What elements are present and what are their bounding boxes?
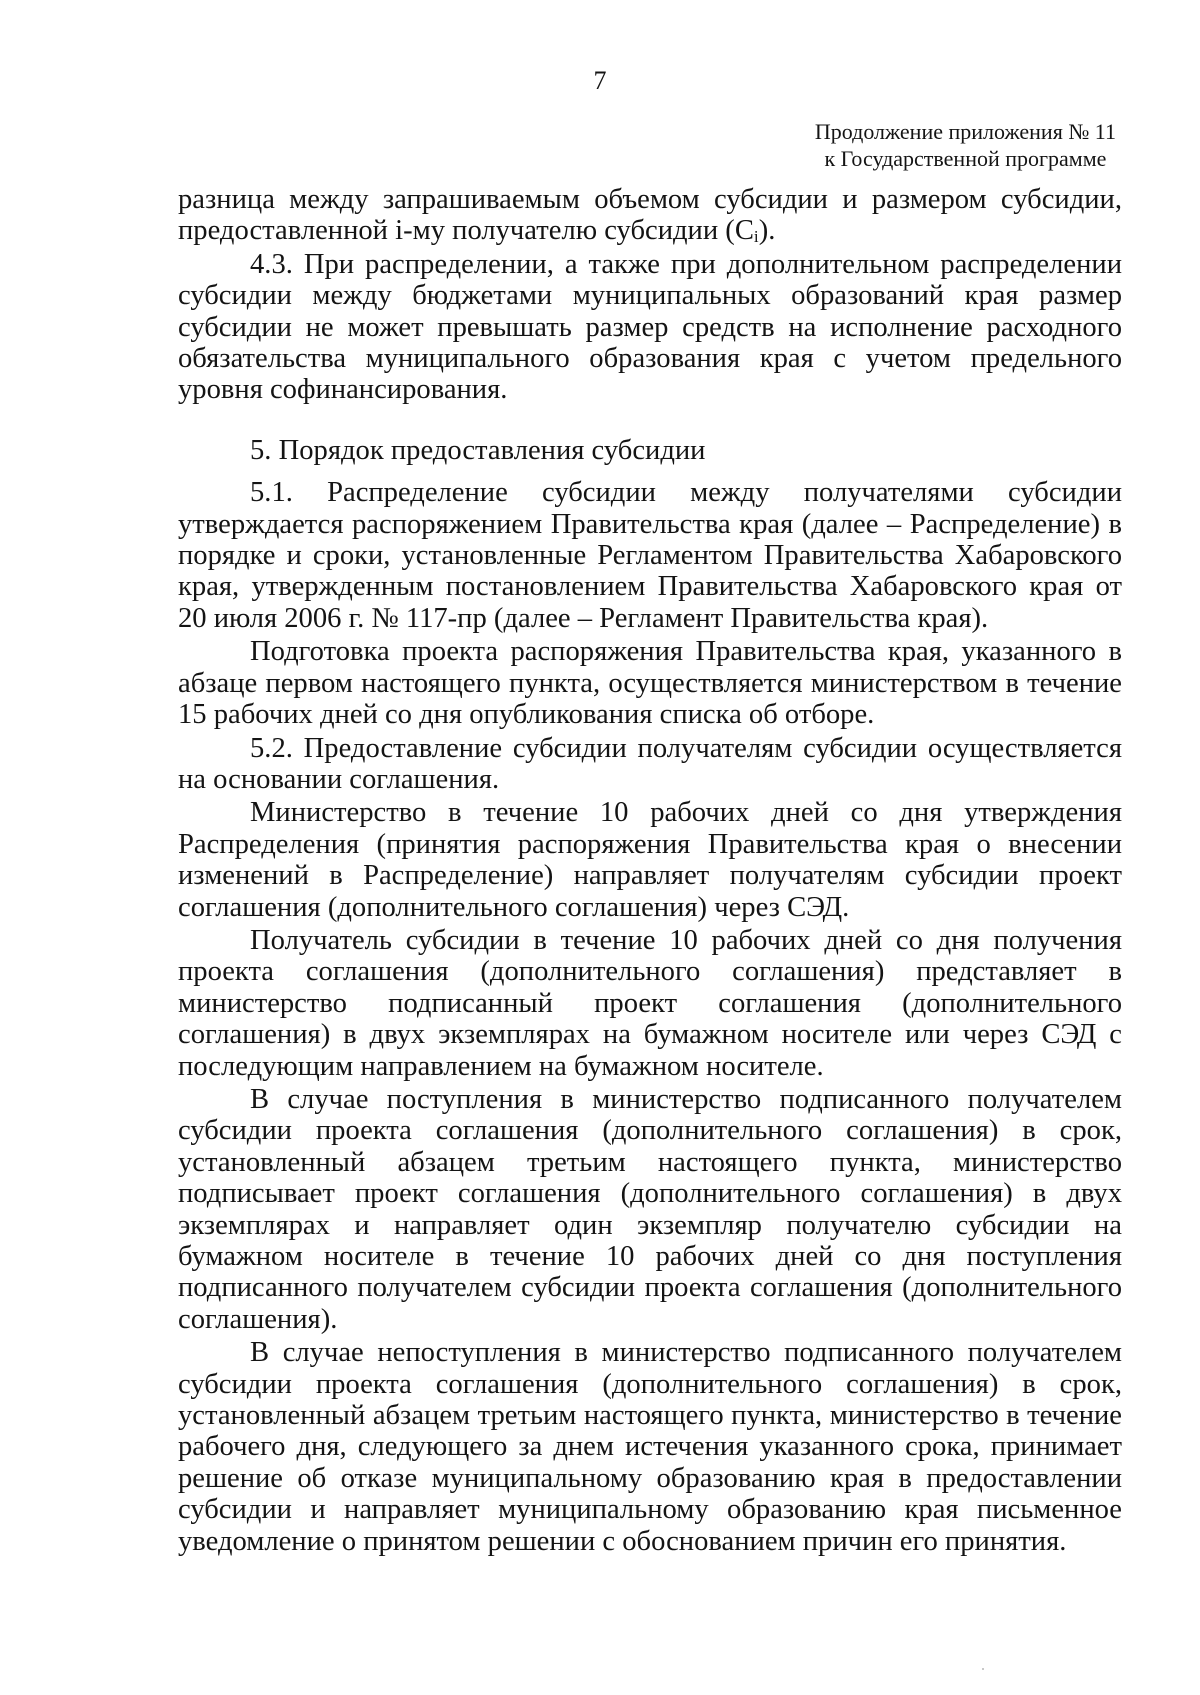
paragraph-continuation-text: разница между запрашиваемым объемом субсидии и размером субсидии, предоставленной i-му получателю субсидии (С [178,184,1122,247]
appendix-header-line-2: к Государственной программе [824,146,1107,171]
paragraph-5-2-fifth: В случае непоступления в министерство подписанного получателем субсидии проекта соглашения (дополнительного соглашения) в срок, установленный абзацем третьим настоящего пункта, министерство в течение рабочего дня, следующего за днем истечения указанного срока, принимает решение об отказе муниципальному образованию края в предоставлении субсидии и направляет муниципальному образованию края письменное уведомление о принятом решении с обоснованием причин его принятия. [178,1337,1122,1557]
paragraph-5-1-second: Подготовка проекта распоряжения Правительства края, указанного в абзаце первом настоящего пункта, осуществляется министерством в течение 15 рабочих дней со дня опубликования списка об отборе. [178,636,1122,731]
paragraph-5-1: 5.1. Распределение субсидии между получателями субсидии утверждается распоряжением Правительства края (далее – Распределение) в порядке и сроки, установленные Регламентом Правительства Хабаровского края, утвержденным постановлением Правительства Хабаровского края от 20 июля 2006 г. № 117-пр (далее – Регламент Правительства края). [178,477,1122,634]
appendix-header-line-1: Продолжение приложения № 11 [814,119,1116,144]
paragraph-continuation [178,184,1122,247]
section-5-heading: 5. Порядок предоставления субсидии [250,434,706,466]
subscript-i: i [753,227,759,247]
paragraph-5-2-second: Министерство в течение 10 рабочих дней со дня утверждения Распределения (принятия распоряжения Правительства края о внесении изменений в Распределение) направляет получателям субсидии проект соглашения (дополнительного соглашения) через СЭД. [178,797,1122,923]
paragraph-5-2-fourth: В случае поступления в министерство подписанного получателем субсидии проекта соглашения (дополнительного соглашения) в срок, установленный абзацем третьим настоящего пункта, министерство подписывает проект соглашения (дополнительного соглашения) в двух экземплярах и направляет один экземпляр получателю субсидии на бумажном носителе в течение 10 рабочих дней со дня поступления подписанного получателем субсидии проекта соглашения (дополнительного соглашения). [178,1083,1122,1335]
paragraph-5-2: 5.2. Предоставление субсидии получателям субсидии осуществляется на основании соглашения. [178,732,1122,795]
scan-speck [982,1668,984,1670]
paragraph-continuation-end: ). [758,215,776,247]
page-number: 7 [593,66,607,95]
document-body [178,184,1122,1559]
appendix-header [815,118,1116,172]
paragraph-5-2-third: Получатель субсидии в течение 10 рабочих дней со дня получения проекта соглашения (дополнительного соглашения) представляет в министерство подписанный проект соглашения (дополнительного соглашения) в двух экземплярах на бумажном носителе или через СЭД с последующим направлением на бумажном носителе. [178,924,1122,1082]
paragraph-4-3: 4.3. При распределении, а также при дополнительном распределении субсидии между бюджетами муниципальных образований края размер субсидии не может превышать размер средств на исполнение расходного обязательства муниципального образования края с учетом предельного уровня софинансирования. [178,248,1122,406]
